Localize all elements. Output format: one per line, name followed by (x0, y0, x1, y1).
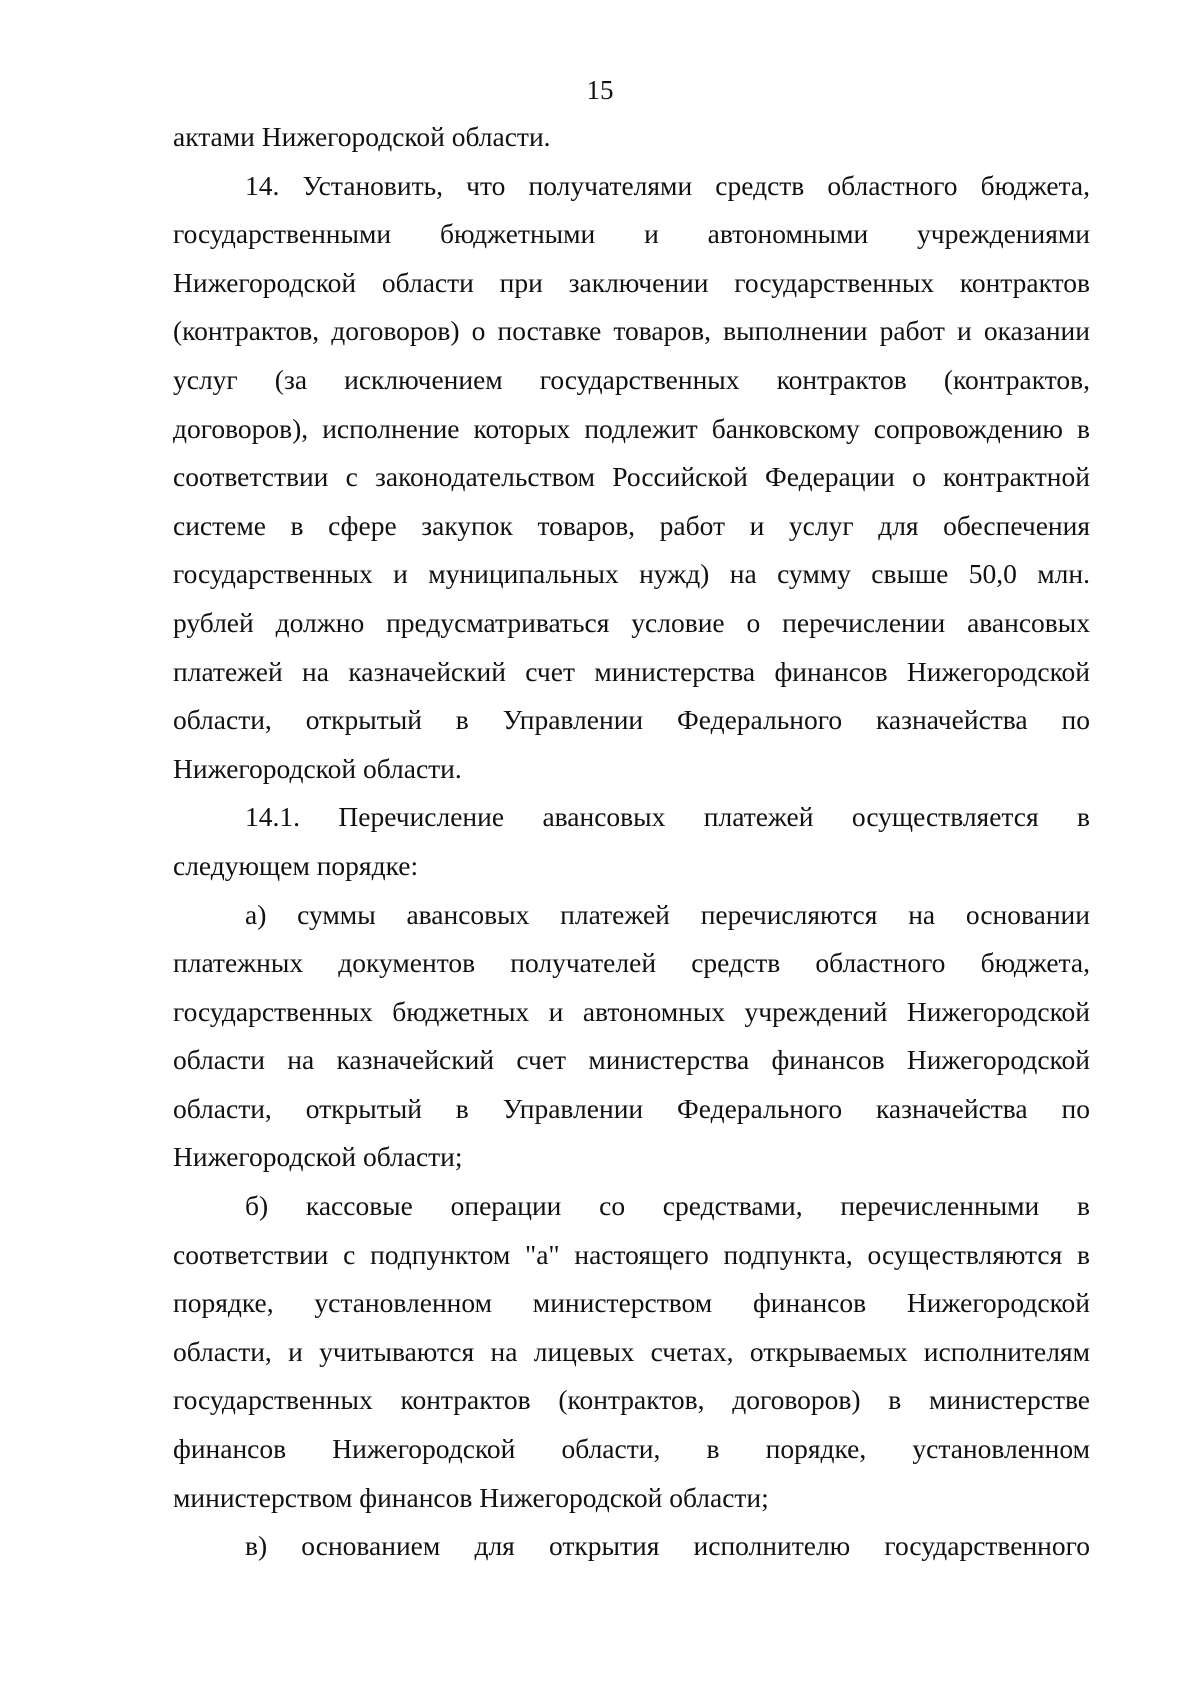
text-line: платежных документов получателей средств областного бюджета, (173, 947, 1090, 979)
text-line: Нижегородской области. (173, 752, 462, 784)
text-line: порядке, установленном министерством финансов Нижегородской (173, 1287, 1090, 1319)
text-line: б) кассовые операции со средствами, перечисленными в (245, 1190, 1090, 1222)
text-line: актами Нижегородской области. (173, 121, 551, 152)
text-line: рублей должно предусматриваться условие о перечислении авансовых (173, 606, 1090, 638)
text-line: области, и учитываются на лицевых счетах, открываемых исполнителям (173, 1335, 1090, 1367)
text-line: системе в сфере закупок товаров, работ и услуг для обеспечения (173, 509, 1090, 541)
page-number: 15 (586, 75, 614, 105)
text-line: в) основанием для открытия исполнителю государственного (245, 1530, 1090, 1562)
text-line: 14. Установить, что получателями средств областного бюджета, (245, 169, 1090, 201)
text-line: следующем порядке: (173, 849, 419, 881)
paragraph-subitem-a (173, 891, 1090, 1183)
text-line: соответствии с подпунктом "а" настоящего подпункта, осуществляются в (173, 1238, 1090, 1270)
text-line: Нижегородской области; (173, 1141, 463, 1173)
text-line: министерством финансов Нижегородской области; (173, 1481, 769, 1513)
text-line: государственных и муниципальных нужд) на сумму свыше 50,0 млн. (173, 558, 1090, 590)
paragraph-continuation (173, 113, 1090, 162)
text-line: платежей на казначейский счет министерства финансов Нижегородской (173, 655, 1090, 687)
text-line: 14.1. Перечисление авансовых платежей осуществляется в (245, 801, 1090, 833)
text-line: государственных контрактов (контрактов, договоров) в министерстве (173, 1384, 1090, 1416)
document-body (173, 113, 1090, 1571)
text-line: области на казначейский счет министерства финансов Нижегородской (173, 1044, 1090, 1076)
paragraph-subitem-v (173, 1522, 1090, 1571)
text-line: а) суммы авансовых платежей перечисляются на основании (245, 898, 1090, 930)
text-line: финансов Нижегородской области, в порядке, установленном (173, 1433, 1090, 1465)
text-line: договоров), исполнение которых подлежит банковскому сопровождению в (173, 412, 1090, 444)
paragraph-subitem-b (173, 1182, 1090, 1522)
text-line: услуг (за исключением государственных контрактов (контрактов, (173, 363, 1090, 395)
text-line: соответствии с законодательством Российской Федерации о контрактной (173, 461, 1090, 493)
text-line: Нижегородской области при заключении государственных контрактов (173, 266, 1090, 298)
paragraph-item-14 (173, 162, 1090, 794)
text-line: государственными бюджетными и автономными учреждениями (173, 218, 1090, 250)
paragraph-item-14-1 (173, 793, 1090, 890)
text-line: области, открытый в Управлении Федерального казначейства по (173, 1092, 1090, 1124)
text-line: (контрактов, договоров) о поставке товаров, выполнении работ и оказании (173, 315, 1090, 347)
text-line: государственных бюджетных и автономных учреждений Нижегородской (173, 995, 1090, 1027)
text-line: области, открытый в Управлении Федерального казначейства по (173, 704, 1090, 736)
